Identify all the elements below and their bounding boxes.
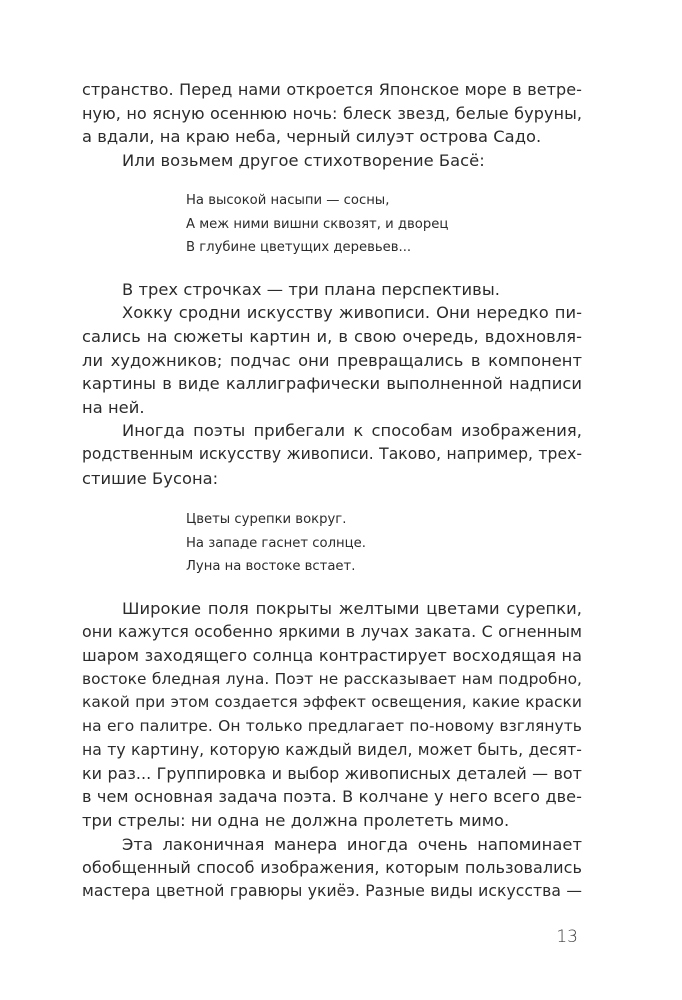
text-line: на ту картину, которую каждый видел, может быть, десят- (82, 740, 582, 760)
text-line: три стрелы: ни одна не должна пролететь мимо. (82, 811, 510, 831)
poem-line: На высокой насыпи — сосны, (186, 193, 390, 209)
text-line: родственным искусству живописи. Таково, например, трех- (82, 445, 582, 464)
text-line: а вдали, на краю неба, черный силуэт острова Садо. (82, 127, 542, 147)
text-line: сались на сюжеты картин и, в свою очередь, вдохновля- (82, 327, 582, 347)
poem-quote (186, 189, 582, 260)
text-line: шаром заходящего солнца контрастирует восходящая на (82, 645, 582, 665)
text-line: в чем основная задача поэта. В колчане у него всего две- (82, 787, 582, 807)
text-line: стишие Бусона: (82, 468, 219, 488)
page-number: 13 (556, 927, 578, 947)
text-line: Или возьмем другое стихотворение Басё: (122, 150, 485, 170)
poem-quote (186, 508, 582, 579)
text-line: странство. Перед нами откроется Японское море в ветре- (82, 80, 582, 99)
paragraph (82, 597, 582, 833)
text-line: обобщенный способ изображения, которым пользовались (82, 858, 582, 878)
text-line: ки раз... Группировка и выбор живописных деталей — вот (82, 763, 582, 783)
text-line: на ней. (82, 397, 145, 417)
paragraph (82, 301, 582, 419)
text-line: какой при этом создается эффект освещения, какие краски (82, 693, 582, 712)
text-line: ли художников; подчас они превращались в компонент (82, 350, 582, 370)
poem-line: Цветы сурепки вокруг. (186, 512, 347, 528)
text-line: Эта лаконичная манера иногда очень напоминает (122, 834, 582, 854)
text-line: Широкие поля покрыты желтыми цветами сурепки, (122, 598, 582, 618)
poem-line: Луна на востоке встает. (186, 559, 356, 575)
paragraph (82, 149, 582, 173)
text-line: картины в виде каллиграфически выполненной надписи (82, 374, 582, 394)
text-line: ную, но ясную осеннюю ночь: блеск звезд, белые буруны, (82, 103, 582, 123)
text-line: на его палитре. Он только предлагает по-новому взглянуть (82, 716, 582, 735)
text-line: Хокку сродни искусству живописи. Они нередко пи- (122, 303, 582, 323)
paragraph (82, 78, 582, 149)
text-line: мастера цветной гравюры укиёэ. Разные виды искусства — (82, 881, 582, 900)
paragraph (82, 278, 582, 302)
paragraph (82, 833, 582, 904)
text-line: востоке бледная луна. Поэт не рассказывает нам подробно, (82, 669, 582, 688)
poem-line: В глубине цветущих деревьев... (186, 240, 412, 256)
page-body (82, 78, 582, 903)
text-line: они кажутся особенно яркими в лучах заката. С огненным (82, 622, 582, 642)
paragraph (82, 419, 582, 490)
poem-line: На западе гаснет солнце. (186, 535, 366, 551)
text-line: В трех строчках — три плана перспективы. (122, 279, 500, 299)
poem-line: А меж ними вишни сквозят, и дворец (186, 216, 449, 232)
text-line: Иногда поэты прибегали к способам изображения, (122, 421, 582, 441)
